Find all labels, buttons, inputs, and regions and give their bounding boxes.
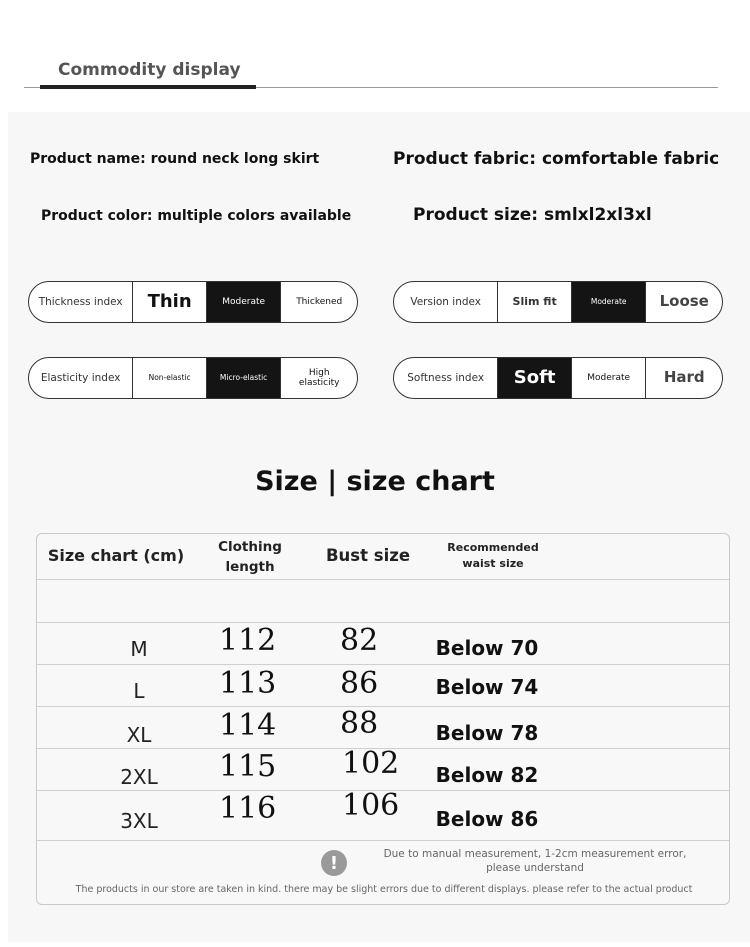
thickness-option-thickened: Thickened	[280, 282, 357, 322]
table-row-bust: 106	[342, 788, 400, 823]
table-row-bust: 86	[340, 666, 379, 701]
product-color: Product color: multiple colors available	[41, 208, 352, 224]
table-row-length: 114	[219, 708, 277, 743]
thickness-index-pill	[28, 281, 358, 323]
disclaimer-text: The products in our store are taken in kind. there may be slight errors due to different displays. please refer to the actual product	[75, 884, 693, 895]
elasticity-index-pill	[28, 357, 358, 399]
size-chart-heading: Size | size chart	[255, 466, 495, 497]
table-row-length: 116	[219, 791, 277, 826]
table-row-length: 112	[219, 623, 277, 658]
row-divider	[37, 579, 729, 580]
softness-option-moderate: Moderate	[571, 358, 646, 398]
column-header-waist-size: Recommended waist size	[447, 541, 539, 570]
product-size: Product size: smlxl2xl3xl	[413, 205, 652, 225]
table-row-bust: 82	[340, 623, 379, 658]
table-row-waist: Below 86	[435, 807, 539, 831]
measurement-note: Due to manual measurement, 1-2cm measurement error, please understand	[383, 848, 687, 874]
size-chart-table	[36, 533, 730, 905]
row-divider	[37, 622, 729, 623]
exclamation-icon: !	[321, 850, 347, 876]
thickness-option-moderate: Moderate	[206, 282, 281, 322]
column-header-size: Size chart (cm)	[47, 546, 185, 565]
product-name: Product name: round neck long skirt	[30, 151, 320, 167]
elasticity-option-micro-elastic: Micro-elastic	[206, 358, 281, 398]
table-row-size: 2XL	[120, 765, 158, 789]
table-row-waist: Below 78	[435, 721, 539, 745]
version-index-label: Version index	[410, 295, 482, 308]
version-option-moderate: Moderate	[571, 282, 646, 322]
table-row-size: 3XL	[120, 809, 158, 833]
table-row-bust: 102	[342, 746, 400, 781]
version-option-slim-fit: Slim fit	[497, 282, 571, 322]
softness-index-label: Softness index	[407, 371, 485, 384]
table-row-length: 115	[219, 749, 277, 784]
column-header-bust-size: Bust size	[325, 546, 411, 565]
table-row-bust: 88	[340, 706, 379, 741]
product-fabric: Product fabric: comfortable fabric	[393, 149, 720, 169]
table-row-waist: Below 82	[435, 763, 539, 787]
version-index-pill	[393, 281, 723, 323]
softness-index-pill	[393, 357, 723, 399]
elasticity-option-high-elasticity: High elasticity	[280, 358, 357, 398]
row-divider	[37, 706, 729, 707]
elasticity-index-label: Elasticity index	[40, 371, 121, 384]
table-row-size: L	[133, 679, 145, 703]
row-divider	[37, 840, 729, 841]
column-header-clothing-length: Clothing length	[218, 539, 282, 575]
softness-option-soft: Soft	[497, 358, 571, 398]
thickness-option-thin: Thin	[132, 282, 206, 322]
table-row-size: M	[130, 637, 148, 661]
version-option-loose: Loose	[645, 282, 722, 322]
table-row-length: 113	[219, 666, 277, 701]
table-row-waist: Below 74	[435, 675, 539, 699]
title-underline	[40, 85, 256, 89]
table-row-size: XL	[126, 723, 152, 747]
section-title: Commodity display	[58, 60, 241, 80]
thickness-index-label: Thickness index	[38, 295, 123, 308]
softness-option-hard: Hard	[645, 358, 722, 398]
row-divider	[37, 664, 729, 665]
table-row-waist: Below 70	[435, 636, 539, 660]
elasticity-option-non-elastic: Non-elastic	[132, 358, 206, 398]
